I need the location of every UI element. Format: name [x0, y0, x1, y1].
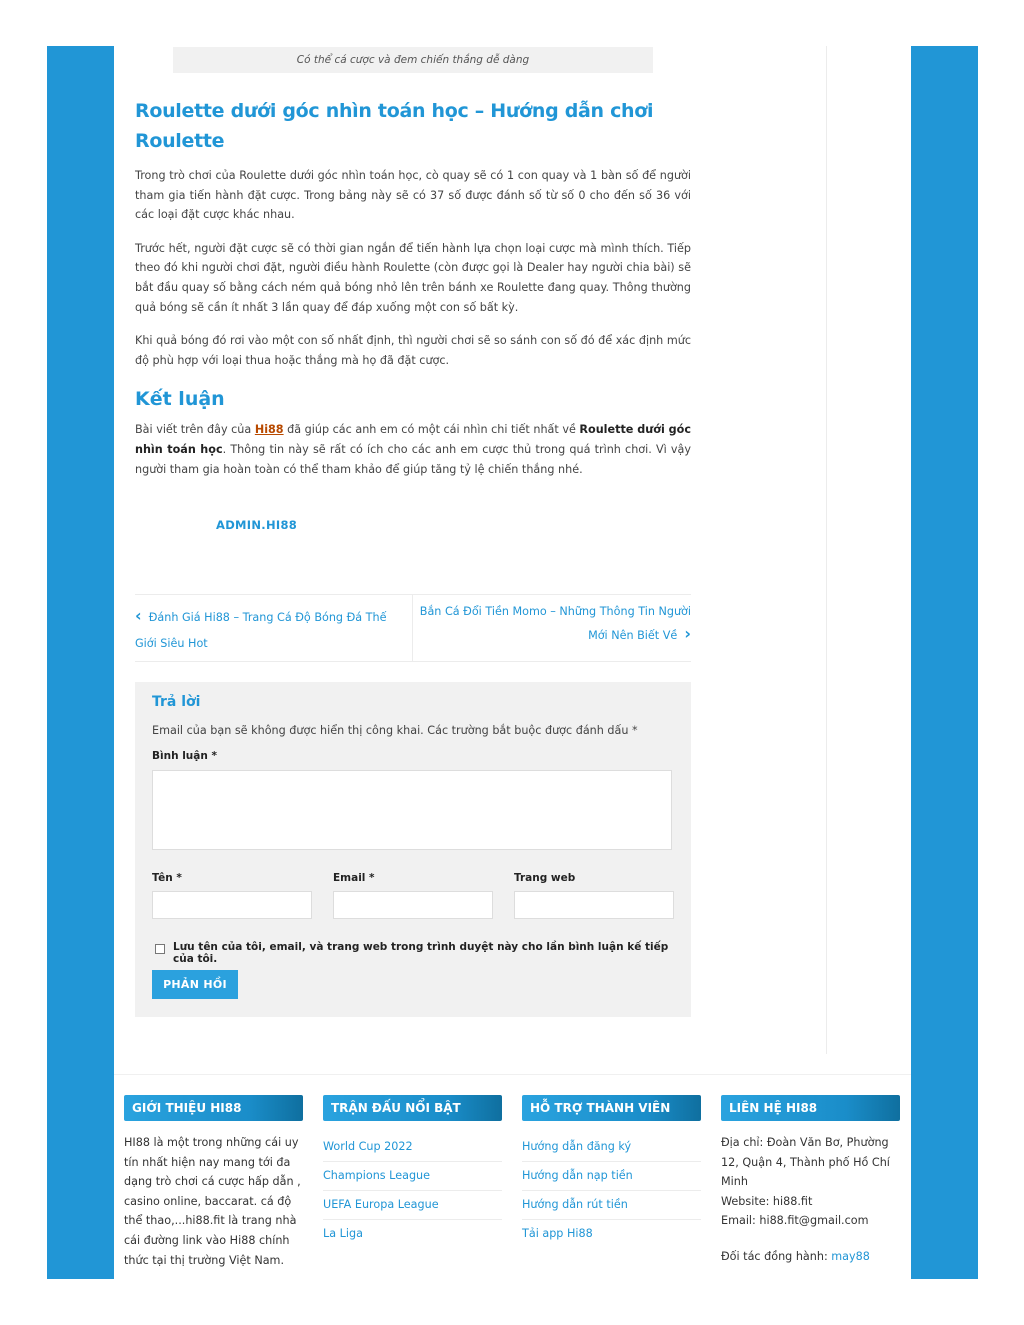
reply-form [135, 682, 691, 1017]
name-input[interactable] [152, 891, 312, 919]
name-label: Tên * [152, 872, 182, 884]
contact-partner [721, 1247, 900, 1267]
comment-textarea[interactable] [152, 770, 672, 850]
footer-match-link[interactable]: UEFA Europa League [323, 1191, 502, 1220]
submit-button[interactable]: PHẢN HỒI [152, 970, 238, 999]
image-caption: Có thể cá cược và đem chiến thắng dễ dàng [173, 47, 653, 73]
next-post-link[interactable] [419, 601, 691, 647]
article-paragraph-2: Trước hết, người đặt cược sẽ có thời gian ngắn để tiến hành lựa chọn loại cược mà mình thích. Tiếp theo đó khi người chơi đặt, người điều hành Roulette (còn được gọi là Dealer hay người chia bài) sẽ bắt đầu quay số bằng cách ném quả bóng nhỏ lên trên bánh xe Roulette đang quay. Thông thường quả bóng sẽ cần ít nhất 3 lần quay để đáp xuống một con số bất kỳ. [135, 241, 691, 314]
prev-post-link[interactable] [135, 603, 405, 657]
partner-link[interactable]: may88 [831, 1249, 870, 1263]
chevron-left-icon: ‹ [135, 606, 142, 625]
left-blue-bar [47, 46, 114, 1279]
contact-email: Email: hi88.fit@gmail.com [721, 1214, 869, 1228]
conclusion-heading: Kết luận [135, 388, 225, 411]
footer-support-link[interactable]: Hướng dẫn nạp tiền [522, 1162, 701, 1191]
contact-website: Website: hi88.fit [721, 1194, 813, 1208]
page-container [114, 46, 911, 1279]
footer-about [124, 1095, 303, 1270]
article-content [135, 96, 691, 493]
article-paragraph-3: Khi quả bóng đó rơi vào một con số nhất định, thì người chơi sẽ so sánh con số đó để xác định mức độ phù hợp với loại thua hoặc thắng mà họ đã đặt cược. [135, 334, 691, 367]
website-input[interactable] [514, 891, 674, 919]
website-label: Trang web [514, 872, 576, 884]
conclusion-paragraph [135, 420, 691, 479]
conclusion-bold: Roulette dưới góc nhìn toán học [135, 423, 692, 456]
footer-about-title: GIỚI THIỆU HI88 [124, 1095, 303, 1121]
conclusion-post: . Thông tin này sẽ rất có ích cho các anh em cược thủ trong quá trình chơi. Vì vậy người tham gia hoàn toàn có thể tham khảo để giúp tăng tỷ lệ chiến thắng nhé. [135, 442, 691, 476]
footer-support-link[interactable]: Hướng dẫn đăng ký [522, 1133, 701, 1162]
footer-divider [114, 1074, 911, 1075]
reply-note: Email của bạn sẽ không được hiển thị công khai. Các trường bắt buộc được đánh dấu * [152, 724, 638, 737]
footer-support-link[interactable]: Hướng dẫn rút tiền [522, 1191, 701, 1220]
chevron-right-icon: › [684, 624, 691, 643]
footer-about-text: HI88 là một trong những cái uy tín nhất hiện nay mang tới đa dạng trò chơi cá cược hấp dẫn , casino online, baccarat. cá độ thể thao,...hi88.fit là trang nhà cái đường link vào Hi88 chính thức tại thị trường Việt Nam. [124, 1136, 301, 1267]
article-heading: Roulette dưới góc nhìn toán học – Hướng dẫn chơi Roulette [135, 100, 654, 152]
reply-title: Trả lời [152, 694, 201, 710]
footer-contact [721, 1095, 900, 1267]
prev-post-title: Đánh Giá Hi88 – Trang Cá Độ Bóng Đá Thế Giới Siêu Hot [135, 611, 387, 650]
email-label: Email * [333, 872, 375, 884]
conclusion-pre: Bài viết trên đây của [135, 423, 255, 437]
footer-match-link[interactable]: La Liga [323, 1227, 363, 1240]
footer-support [522, 1095, 701, 1248]
save-info-label: Lưu tên của tôi, email, và trang web trong trình duyệt này cho lần bình luận kế tiếp của tôi. [173, 941, 669, 965]
footer-support-link[interactable]: Tải app Hi88 [522, 1227, 593, 1240]
save-info-checkbox[interactable] [155, 944, 165, 954]
article-paragraph-1: Trong trò chơi của Roulette dưới góc nhìn toán học, cò quay sẽ có 1 con quay và 1 bàn số để người tham gia tiến hành đặt cược. Trong bảng này sẽ có 37 số được đánh số từ số 0 cho đến số 36 với các loại đặt cược khác nhau. [135, 169, 691, 222]
footer-match-link[interactable]: Champions League [323, 1162, 502, 1191]
right-blue-bar [911, 46, 978, 1279]
contact-address: Địa chỉ: Đoàn Văn Bơ, Phường 12, Quận 4, Thành phố Hồ Chí Minh [721, 1136, 890, 1189]
comment-label: Bình luận * [152, 750, 217, 762]
footer-matches-title: TRẬN ĐẤU NỔI BẬT [323, 1095, 502, 1121]
email-input[interactable] [333, 891, 493, 919]
conclusion-mid: đã giúp các anh em có một cái nhìn chi tiết nhất về [283, 423, 580, 437]
footer-matches [323, 1095, 502, 1248]
post-nav-divider [412, 595, 413, 661]
partner-label: Đối tác đồng hành: [721, 1249, 832, 1263]
next-post-title: Bắn Cá Đổi Tiền Momo – Những Thông Tin Người Mới Nên Biết Về [419, 605, 691, 642]
author-link[interactable]: ADMIN.HI88 [216, 518, 298, 532]
sidebar-divider [826, 46, 827, 1054]
footer-match-link[interactable]: World Cup 2022 [323, 1133, 502, 1162]
footer-support-title: HỖ TRỢ THÀNH VIÊN [522, 1095, 701, 1121]
post-navigation [135, 594, 691, 662]
hi88-link[interactable]: Hi88 [254, 423, 284, 437]
footer-contact-title: LIÊN HỆ HI88 [721, 1095, 900, 1121]
